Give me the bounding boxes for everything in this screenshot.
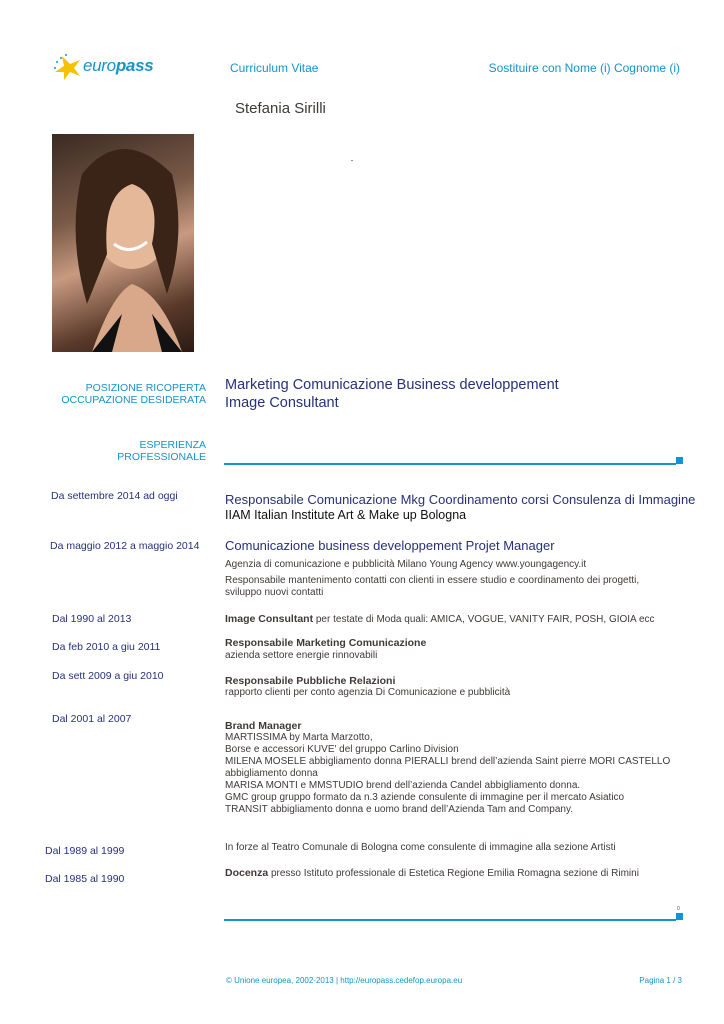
entry-date: Dal 1990 al 2013 [52, 613, 132, 625]
entry-date: Da feb 2010 a giu 2011 [52, 641, 161, 653]
entry-date: Dal 2001 al 2007 [52, 713, 132, 725]
entry-line: abbigliamento donna [225, 768, 318, 779]
entry-date: Da maggio 2012 a maggio 2014 [50, 540, 200, 552]
entry-date: Da settembre 2014 ad oggi [51, 490, 178, 502]
rule-end-square [676, 457, 683, 464]
footer-copyright: © Unione europea, 2002-2013 | http://europass.cedefop.europa.eu [226, 976, 463, 985]
entry-line: MILENA MOSELE abbigliamento donna PIERALLI brend dell’azienda Saint pierre MORI CASTELLO [225, 756, 671, 767]
entry-date: Dal 1985 al 1990 [45, 873, 125, 885]
entry-bold: Responsabile Marketing Comunicazione [225, 637, 427, 649]
entry-date: Da sett 2009 a giu 2010 [52, 670, 164, 682]
entry-bold: Responsabile Pubbliche Relazioni [225, 675, 396, 687]
entry-title: Comunicazione business developpement Projet Manager [225, 538, 555, 553]
header-cv-label: Curriculum Vitae [230, 61, 319, 75]
section-rule [224, 463, 676, 465]
small-mark: 0 [677, 906, 680, 912]
header-name-placeholder: Sostituire con Nome (i) Cognome (i) [488, 61, 680, 75]
entry-line: GMC group gruppo formato da n.3 aziende consulente di immagine per il mercato Asiatico [225, 792, 625, 803]
entry-line: MARISA MONTI e MMSTUDIO brend dell’azienda Candel abbigliamento donna. [225, 780, 581, 791]
entry-text: Image Consultant per testate di Moda quali: AMICA, VOGUE, VANITY FAIR, POSH, GIOIA ecc [225, 613, 655, 625]
entry-line: MARTISSIMA by Marta Marzotto, [225, 732, 373, 743]
entry-bold: Brand Manager [225, 720, 302, 732]
experience-label: ESPERIENZA PROFESSIONALE [117, 439, 206, 463]
entry-line: sviluppo nuovi contatti [225, 587, 324, 598]
entry-text: In forze al Teatro Comunale di Bologna come consulente di immagine alla sezione Artisti [225, 842, 616, 853]
entry-date: Dal 1989 al 1999 [45, 845, 125, 857]
entry-text: Docenza presso Istituto professionale di Estetica Regione Emilia Romagna sezione di Rimini [225, 867, 639, 879]
entry-text: rapporto clienti per conto agenzia Di Comunicazione e pubblicità [225, 687, 511, 698]
entry-line: Agenzia di comunicazione e pubblicità Milano Young Agency www.youngagency.it [225, 559, 587, 570]
position-label: POSIZIONE RICOPERTA OCCUPAZIONE DESIDERATA [61, 382, 206, 406]
logo-text: europass [83, 56, 154, 75]
entry-line: Responsabile mantenimento contatti con clienti in essere studio e coordinamento dei progetti, [225, 575, 640, 586]
entry-subtitle: IIAM Italian Institute Art & Make up Bologna [225, 508, 467, 522]
entry-line: Borse e accessori KUVE' del gruppo Carlino Division [225, 744, 459, 755]
entry-title: Responsabile Comunicazione Mkg Coordinamento corsi Consulenza di Immagine [225, 492, 696, 507]
bottom-rule [224, 919, 676, 921]
entry-text: azienda settore energie rinnovabili [225, 650, 378, 661]
position-value: Marketing Comunicazione Business developpement Image Consultant [225, 377, 559, 411]
stray-mark [351, 160, 353, 161]
profile-photo [52, 134, 194, 352]
rule-end-square [676, 913, 683, 920]
footer-page: Pagina 1 / 3 [639, 976, 682, 985]
person-name: Stefania Sirilli [235, 100, 326, 117]
entry-line: TRANSIT abbigliamento donna e uomo brand dell’Azienda Tam and Company. [225, 804, 573, 815]
